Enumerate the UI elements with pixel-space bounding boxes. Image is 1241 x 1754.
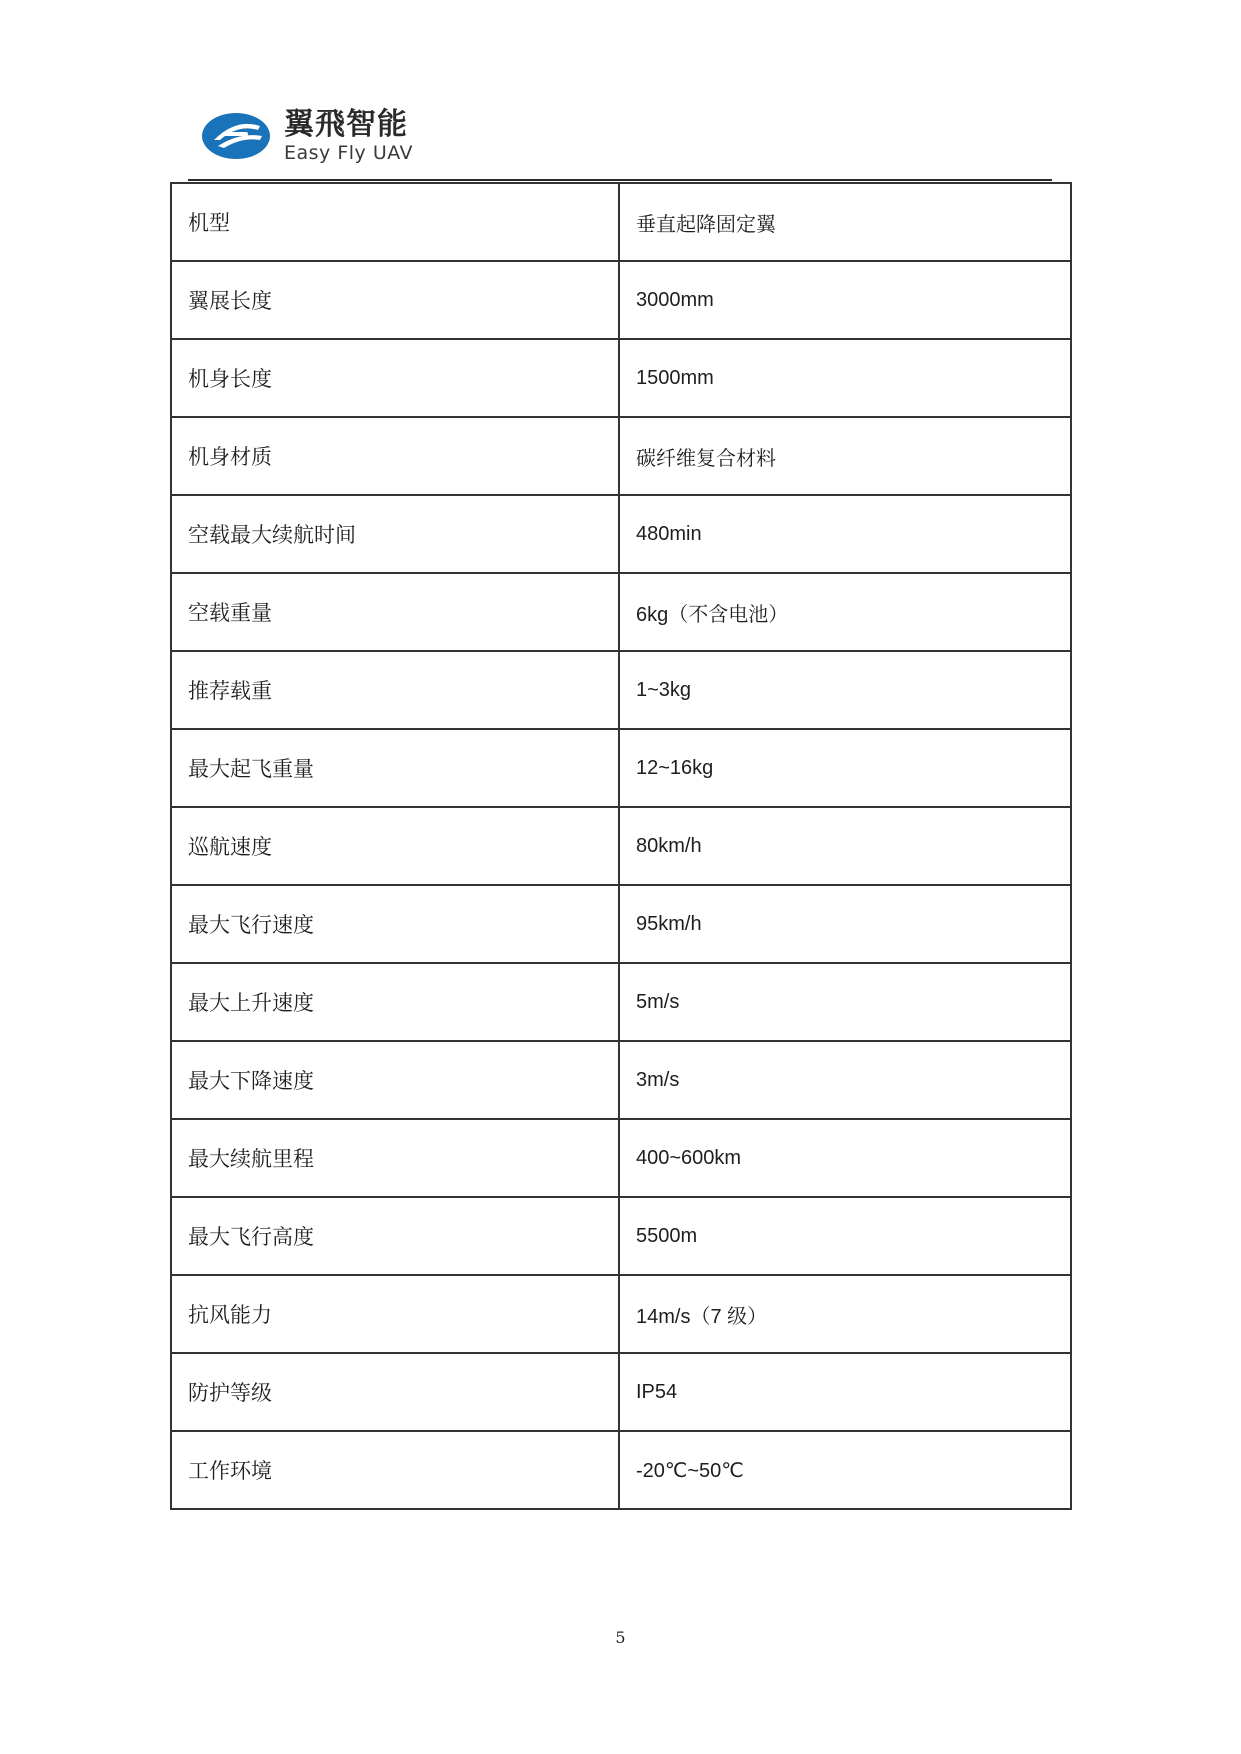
table-row: [171, 1197, 1071, 1275]
table-row: [171, 1431, 1071, 1509]
spec-label: 推荐载重: [171, 651, 619, 729]
header-divider: [188, 179, 1052, 181]
spec-label: 抗风能力: [171, 1275, 619, 1353]
table-row: [171, 573, 1071, 651]
spec-label: 防护等级: [171, 1353, 619, 1431]
spec-label: 空载最大续航时间: [171, 495, 619, 573]
table-row: [171, 729, 1071, 807]
spec-label: 最大续航里程: [171, 1119, 619, 1197]
spec-value: 垂直起降固定翼: [619, 183, 1071, 261]
spec-value: 碳纤维复合材料: [619, 417, 1071, 495]
spec-label: 巡航速度: [171, 807, 619, 885]
spec-value: 5500m: [619, 1197, 1071, 1275]
table-row: [171, 1353, 1071, 1431]
spec-label: 工作环境: [171, 1431, 619, 1509]
spec-value: 1500mm: [619, 339, 1071, 417]
spec-value: IP54: [619, 1353, 1071, 1431]
page-number: 5: [615, 1628, 626, 1647]
spec-label: 最大起飞重量: [171, 729, 619, 807]
spec-table: [170, 182, 1072, 1510]
spec-value: 14m/s（7 级）: [619, 1275, 1071, 1353]
table-row: [171, 1119, 1071, 1197]
spec-label: 最大上升速度: [171, 963, 619, 1041]
spec-value: 480min: [619, 495, 1071, 573]
spec-value: -20℃~50℃: [619, 1431, 1071, 1509]
spec-label: 空载重量: [171, 573, 619, 651]
easy-fly-logo-icon: [200, 110, 272, 162]
spec-value: 400~600km: [619, 1119, 1071, 1197]
table-row: [171, 1041, 1071, 1119]
spec-label: 机身长度: [171, 339, 619, 417]
spec-value: 80km/h: [619, 807, 1071, 885]
spec-value: 95km/h: [619, 885, 1071, 963]
spec-label: 机身材质: [171, 417, 619, 495]
page-header: [200, 108, 413, 164]
spec-label: 最大下降速度: [171, 1041, 619, 1119]
spec-value: 6kg（不含电池）: [619, 573, 1071, 651]
table-row: [171, 1275, 1071, 1353]
spec-value: 1~3kg: [619, 651, 1071, 729]
logo-text: [284, 106, 414, 164]
table-row: [171, 417, 1071, 495]
table-row: [171, 885, 1071, 963]
table-row: [171, 183, 1071, 261]
spec-label: 机型: [171, 183, 619, 261]
spec-value: 3m/s: [619, 1041, 1071, 1119]
logo-english-name: Easy Fly UAV: [284, 141, 414, 164]
table-row: [171, 963, 1071, 1041]
logo-chinese-name: 翼飛智能: [284, 106, 408, 142]
spec-label: 翼展长度: [171, 261, 619, 339]
spec-value: 3000mm: [619, 261, 1071, 339]
table-row: [171, 261, 1071, 339]
table-row: [171, 807, 1071, 885]
spec-label: 最大飞行速度: [171, 885, 619, 963]
table-row: [171, 339, 1071, 417]
spec-label: 最大飞行高度: [171, 1197, 619, 1275]
spec-value: 12~16kg: [619, 729, 1071, 807]
table-row: [171, 651, 1071, 729]
table-row: [171, 495, 1071, 573]
spec-value: 5m/s: [619, 963, 1071, 1041]
